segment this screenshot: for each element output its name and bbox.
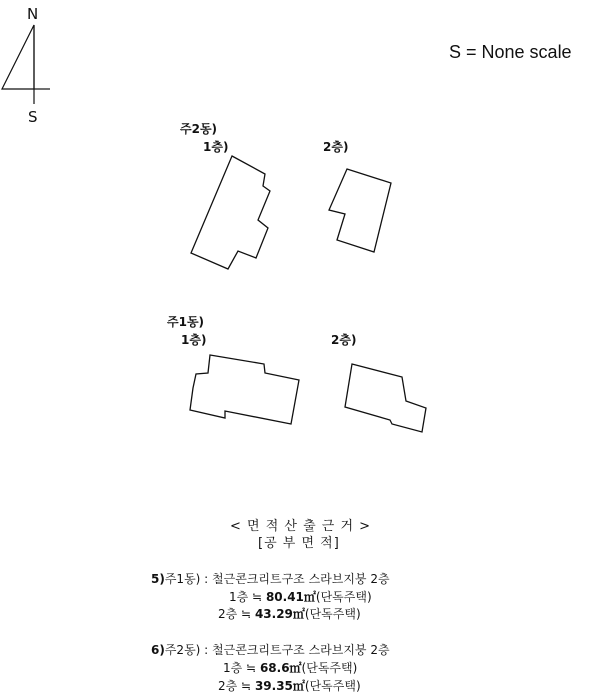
floor2-area: 39.35㎡ — [254, 679, 305, 693]
floor1-label: 1층 ≒ — [223, 661, 260, 675]
floor1-use: (단독주택) — [301, 661, 358, 675]
building-1-floor2-label: 2층) — [331, 333, 357, 347]
entry-6-floor1-line — [223, 659, 357, 676]
building-2-label: 주2동) — [180, 122, 218, 136]
north-arrow-icon — [2, 25, 50, 104]
building-1-floor1-label: 1층) — [181, 333, 207, 347]
building-2-floor2-label: 2층) — [323, 140, 349, 154]
floor1-label: 1층 ≒ — [229, 590, 266, 604]
north-label: N — [27, 5, 39, 23]
entry-building: 주2동) : 철근콘크리트구조 스라브지붕 2층 — [164, 643, 390, 657]
entry-5-floor1-line — [229, 588, 372, 605]
building-2-floor2-outline — [329, 169, 391, 252]
building-1-floor1-outline — [190, 355, 299, 424]
floor2-label: 2층 ≒ — [218, 679, 255, 693]
floor2-use: (단독주택) — [304, 607, 361, 621]
building-1-floor2-outline — [345, 364, 426, 432]
calculation-subtitle: [공 부 면 적] — [258, 536, 340, 551]
floor1-use: (단독주택) — [315, 590, 372, 604]
floor2-label: 2층 ≒ — [218, 607, 255, 621]
entry-building: 주1동) : 철근콘크리트구조 스라브지붕 2층 — [164, 572, 390, 586]
building-1-label: 주1동) — [167, 315, 205, 329]
entry-5-building-line — [151, 570, 390, 587]
entry-6-building-line — [151, 641, 390, 658]
floor2-area: 43.29㎡ — [254, 607, 305, 621]
calculation-title: < 면 적 산 출 근 거 > — [230, 519, 372, 534]
floor2-use: (단독주택) — [304, 679, 361, 693]
floor1-area: 68.6㎡ — [259, 661, 302, 675]
building-2-floor1-outline — [191, 156, 270, 269]
entry-5-floor2-line — [218, 605, 361, 622]
building-2-floor1-label: 1층) — [203, 140, 229, 154]
entry-number: 5) — [151, 572, 165, 586]
scale-note: S = None scale — [449, 42, 572, 62]
entry-6-floor2-line — [218, 677, 361, 694]
floor1-area: 80.41㎡ — [265, 590, 316, 604]
south-label: S — [28, 108, 38, 126]
entry-number: 6) — [151, 643, 165, 657]
